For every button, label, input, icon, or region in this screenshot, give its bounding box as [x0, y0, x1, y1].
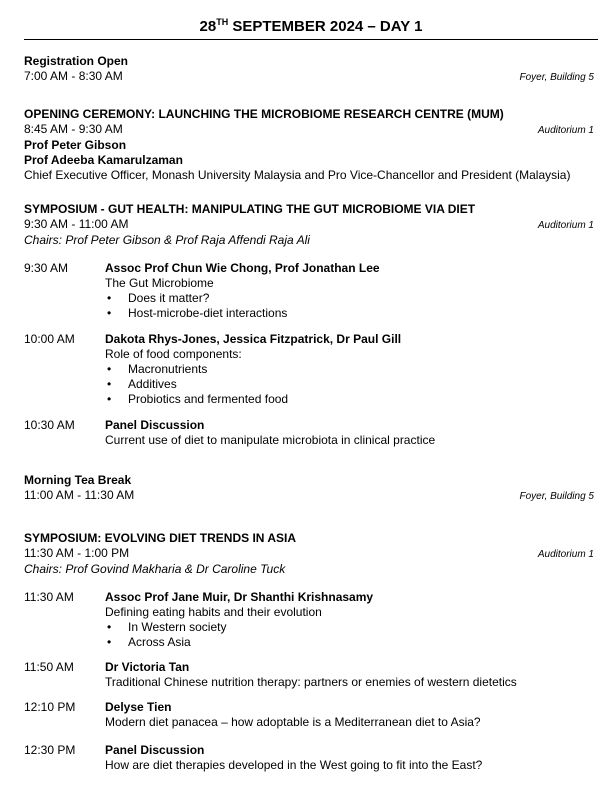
- bullet-item: • Host-microbe-diet interactions: [105, 306, 594, 321]
- session-topic: Traditional Chinese nutrition therapy: partners or enemies of western dietetics: [105, 675, 517, 689]
- session-item: [24, 418, 594, 448]
- session-item: [24, 660, 594, 690]
- session-topic: Defining eating habits and their evolution: [105, 605, 322, 619]
- session-speakers: Panel Discussion: [105, 743, 205, 757]
- session-speakers: Assoc Prof Jane Muir, Dr Shanthi Krishnasamy: [105, 590, 374, 604]
- symposium2-header: [24, 531, 594, 577]
- session-bullets: [105, 291, 594, 321]
- page-title: [24, 18, 598, 40]
- symposium1-title: SYMPOSIUM - GUT HEALTH: MANIPULATING THE GUT MICROBIOME VIA DIET: [24, 202, 476, 216]
- session-item: [24, 332, 594, 407]
- symposium1-time: 9:30 AM - 11:00 AM: [24, 217, 129, 231]
- session-speakers: Panel Discussion: [105, 418, 205, 432]
- day-number: 28: [199, 18, 217, 35]
- registration-time: 7:00 AM - 8:30 AM: [24, 69, 123, 83]
- symposium1-venue: Auditorium 1: [537, 220, 594, 231]
- symposium2-venue: Auditorium 1: [537, 549, 594, 560]
- session-time: 9:30 AM: [24, 261, 69, 275]
- session-item: [24, 700, 594, 730]
- session-topic: Modern diet panacea – how adoptable is a Mediterranean diet to Asia?: [105, 715, 481, 729]
- session-item: [24, 590, 594, 650]
- session-topic: Current use of diet to manipulate microbiota in clinical practice: [105, 433, 436, 447]
- symposium2-time: 11:30 AM - 1:00 PM: [24, 546, 130, 560]
- session-time: 10:30 AM: [24, 418, 75, 432]
- registration-title: Registration Open: [24, 54, 129, 68]
- registration-venue: Foyer, Building 5: [519, 72, 594, 83]
- symposium1-chairs: Chairs: Prof Peter Gibson & Prof Raja Affendi Raja Ali: [24, 233, 310, 247]
- symposium2-title: SYMPOSIUM: EVOLVING DIET TRENDS IN ASIA: [24, 531, 297, 545]
- session-time: 12:30 PM: [24, 743, 76, 757]
- session-time: 10:00 AM: [24, 332, 75, 346]
- tea-break-time: 11:00 AM - 11:30 AM: [24, 488, 135, 502]
- session-speakers: Dr Victoria Tan: [105, 660, 190, 674]
- session-topic: Role of food components:: [105, 347, 242, 361]
- bullet-item: • In Western society: [105, 620, 594, 635]
- opening-block: [24, 107, 594, 183]
- bullet-item: • Does it matter?: [105, 291, 594, 306]
- registration-block: [24, 54, 594, 85]
- symposium1-header: [24, 202, 594, 248]
- session-item: [24, 743, 594, 773]
- opening-speaker-2-role: Chief Executive Officer, Monash University Malaysia and Pro Vice-Chancellor and President (Malaysia): [24, 168, 571, 182]
- day-suffix: TH: [216, 17, 229, 27]
- symposium2-chairs: Chairs: Prof Govind Makharia & Dr Caroline Tuck: [24, 562, 286, 576]
- session-time: 12:10 PM: [24, 700, 76, 714]
- tea-break-block: [24, 473, 594, 504]
- session-time: 11:30 AM: [24, 590, 74, 604]
- session-topic: How are diet therapies developed in the West going to fit into the East?: [105, 758, 483, 772]
- session-time: 11:50 AM: [24, 660, 74, 674]
- tea-break-venue: Foyer, Building 5: [519, 491, 594, 502]
- opening-title: OPENING CEREMONY: LAUNCHING THE MICROBIOME RESEARCH CENTRE (MUM): [24, 107, 504, 121]
- tea-break-title: Morning Tea Break: [24, 473, 132, 487]
- session-item: [24, 261, 594, 321]
- session-bullets: [105, 620, 594, 650]
- session-speakers: Delyse Tien: [105, 700, 172, 714]
- opening-venue: Auditorium 1: [537, 125, 594, 136]
- day-title: SEPTEMBER 2024 – DAY 1: [228, 18, 423, 35]
- session-speakers: Dakota Rhys-Jones, Jessica Fitzpatrick, Dr Paul Gill: [105, 332, 402, 346]
- session-bullets: [105, 362, 594, 407]
- opening-speaker-1: Prof Peter Gibson: [24, 138, 127, 152]
- bullet-item: • Probiotics and fermented food: [105, 392, 594, 407]
- opening-speaker-2: Prof Adeeba Kamarulzaman: [24, 153, 183, 167]
- bullet-item: • Across Asia: [105, 635, 594, 650]
- opening-time: 8:45 AM - 9:30 AM: [24, 122, 123, 136]
- session-speakers: Assoc Prof Chun Wie Chong, Prof Jonathan Lee: [105, 261, 380, 275]
- session-topic: The Gut Microbiome: [105, 276, 214, 290]
- bullet-item: • Macronutrients: [105, 362, 594, 377]
- bullet-item: • Additives: [105, 377, 594, 392]
